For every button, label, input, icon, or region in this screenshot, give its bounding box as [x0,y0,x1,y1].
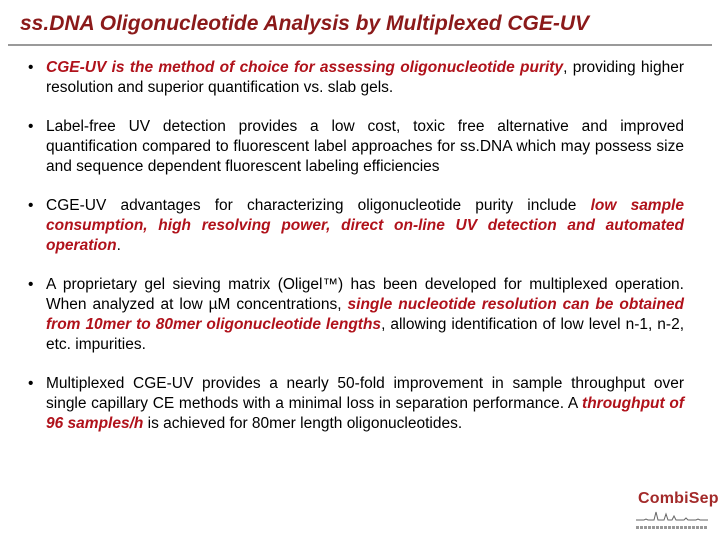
bullet-marker: • [28,276,34,293]
bullet-item [28,275,684,355]
bullet-emphasis: CGE-UV is the method of choice for assessing oligonucleotide purity [46,59,564,76]
bullet-emphasis: throughput of 96 samples/h [46,395,684,432]
bullet-item [28,117,684,177]
electropherogram-trace-icon [634,508,710,524]
bullet-item [28,374,684,434]
bullet-text: A proprietary gel sieving matrix (Oligel™) has been developed for multiplexed operation. When analyzed at low µM concentrations, [46,276,684,313]
bullet-text: is achieved for 80mer length oligonucleotides. [143,415,463,432]
logo-text: CombiSep [638,490,719,507]
bullet-marker: • [28,197,34,214]
bullet-item [28,196,684,256]
bullet-emphasis: single nucleotide resolution can be obtained from 10mer to 80mer oligonucleotide lengths [46,296,684,333]
bullet-text: CGE-UV advantages for characterizing oligonucleotide purity include [46,197,591,214]
bullet-list [28,58,684,434]
title-divider [8,44,712,46]
bullet-marker: • [28,375,34,392]
slide-title: ss.DNA Oligonucleotide Analysis by Multiplexed CGE-UV [20,12,590,35]
bullet-text: Multiplexed CGE-UV provides a nearly 50-fold improvement in sample throughput over single capillary CE methods with a minimal loss in separation performance. A [46,375,684,412]
company-logo [634,490,719,534]
bullet-emphasis: low sample consumption, high resolving power, direct on-line UV detection and automated operation [46,197,684,254]
bullet-text: , allowing identification of low level n-1, n-2, etc. impurities. [46,316,685,353]
bullet-text: , providing higher resolution and superior quantification vs. slab gels. [46,59,684,96]
logo-tagline [636,526,708,529]
bullet-marker: • [28,59,34,76]
bullet-text: . [116,237,121,254]
bullet-item [28,58,684,98]
bullet-marker: • [28,118,34,135]
bullet-text: Label-free UV detection provides a low cost, toxic free alternative and improved quantification compared to fluorescent label approaches for ss.DNA which may possess size and sequence dependent fluorescent labeling efficiencies [46,118,684,175]
